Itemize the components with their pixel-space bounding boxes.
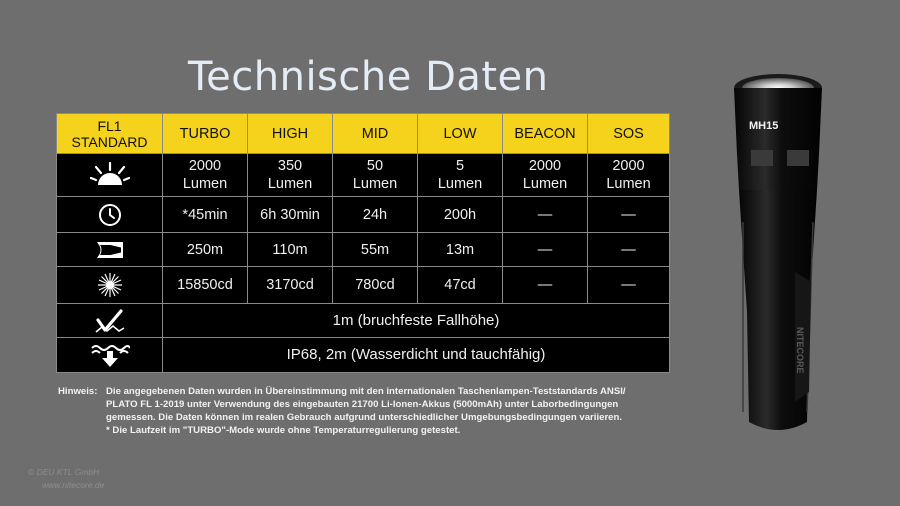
lumen-cell: 50 Lumen [333,154,418,197]
standard-label-line2: STANDARD [71,133,148,150]
intensity-cell: 3170cd [248,267,333,304]
lumen-cell: 2000 Lumen [588,154,670,197]
footnote-text: Die angegebenen Daten wurden in Übereinstimmung mit den internationalen Taschenlampen-Teststandards ANSI/ PLATO FL 1-2019 unter Verwendung des eingebauten 21700 Li-Ionen-Akkus (5000mAh) unter Laborbedingungen gemessen. Die Daten können im realen Gebrauch aufgrund unterschiedlicher Umgebungsbedingungen variieren. * Die Laufzeit im "TURBO"-Mode wurde ohne Temperaturregulierung getestet. [106,386,626,436]
runtime-cell: — [503,197,588,233]
lumen-cell: 5 Lumen [418,154,503,197]
spec-table [56,113,670,373]
lumen-cell: 2000 Lumen [503,154,588,197]
brightness-icon [57,154,163,197]
intensity-cell: — [588,267,670,304]
impact-value: 1m (bruchfeste Fallhöhe) [163,304,670,338]
runtime-cell: — [588,197,670,233]
lumen-row [57,154,670,197]
header-row [57,114,670,154]
watermark [28,466,104,492]
mode-header-turbo: TURBO [163,114,248,154]
flashlight-image [715,72,845,449]
runtime-cell: 6h 30min [248,197,333,233]
runtime-cell: 200h [418,197,503,233]
mode-header-low: LOW [418,114,503,154]
runtime-cell: *45min [163,197,248,233]
runtime-row [57,197,670,233]
page-title: Technische Daten [188,54,549,100]
distance-cell: 110m [248,233,333,267]
impact-resistance-icon [57,304,163,338]
lumen-cell: 350 Lumen [248,154,333,197]
mode-header-beacon: BEACON [503,114,588,154]
mode-header-sos: SOS [588,114,670,154]
intensity-row [57,267,670,304]
watermark-url: www.nitecore.de [42,480,105,490]
intensity-cell: 780cd [333,267,418,304]
distance-cell: — [588,233,670,267]
footnote-label: Hinweis: [58,386,98,397]
runtime-cell: 24h [333,197,418,233]
waterproof-icon [57,338,163,373]
distance-cell: 13m [418,233,503,267]
standard-header-cell [57,114,163,154]
intensity-cell: — [503,267,588,304]
intensity-cell: 47cd [418,267,503,304]
distance-cell: 250m [163,233,248,267]
mode-header-high: HIGH [248,114,333,154]
impact-row [57,304,670,338]
waterproof-value: IP68, 2m (Wasserdicht und tauchfähig) [163,338,670,373]
intensity-icon [57,267,163,304]
beam-distance-icon [57,233,163,267]
mode-header-mid: MID [333,114,418,154]
distance-cell: 55m [333,233,418,267]
clock-icon [57,197,163,233]
standard-label-line1: FL1 [97,117,122,134]
distance-cell: — [503,233,588,267]
distance-row [57,233,670,267]
lumen-cell: 2000 Lumen [163,154,248,197]
model-label: MH15 [749,120,779,132]
watermark-company: © DEU KTL GmbH [28,467,100,477]
intensity-cell: 15850cd [163,267,248,304]
waterproof-row [57,338,670,373]
brand-label: NITECORE [795,327,805,374]
